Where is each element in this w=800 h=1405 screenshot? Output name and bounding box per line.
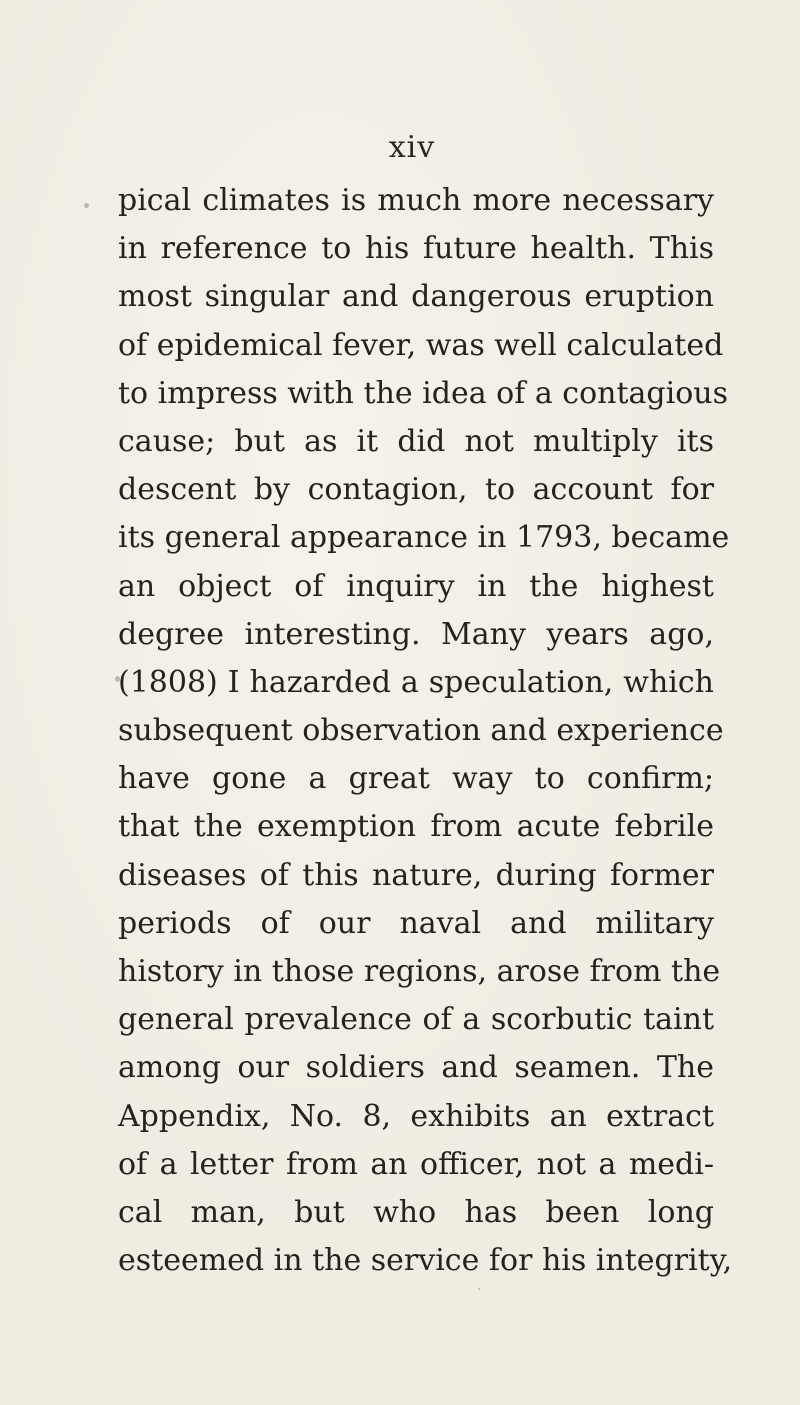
page-number: xiv [388,130,436,165]
paper-speck [478,1288,480,1290]
text-line-5: to impress with the idea of a contagious [118,375,728,411]
text-line-18: general prevalence of a scorbutic taint [118,1002,714,1038]
text-line-17: history in those regions, arose from the [118,954,721,989]
text-line-16: periods of our naval and military [118,905,714,941]
text-line-15: diseases of this nature, during former [118,857,714,893]
text-line-20: Appendix, No. 8, exhibits an extract [118,1098,714,1134]
text-line-19: among our soldiers and seamen. The [118,1050,714,1086]
text-line-2: in reference to his future health. This [118,231,714,267]
paper-speck [115,676,120,682]
text-line-14: that the exemption from acute febrile [118,809,714,845]
text-line-9: an object of inquiry in the highest [118,568,714,604]
text-line-11: (1808) I hazarded a speculation, which [118,664,714,700]
text-line-12: subsequent observation and experience [118,713,724,749]
text-line-13: have gone a great way to confirm; [118,761,714,797]
body-text [118,177,733,1285]
paper-speck [84,203,89,208]
text-line-8: its general appearance in 1793, became [118,520,730,556]
text-line-6: cause; but as it did not multiply its [118,423,714,459]
text-line-22: cal man, but who has been long [118,1194,714,1230]
text-line-3: most singular and dangerous eruption [118,279,714,315]
text-line-4: of epidemical fever, was well calculated [118,327,724,363]
text-line-23: esteemed in the service for his integrity, [118,1243,733,1279]
text-line-7: descent by contagion, to account for [118,472,714,508]
text-line-10: degree interesting. Many years ago, [118,616,714,652]
text-line-21: of a letter from an officer, not a medi- [118,1146,714,1182]
text-line-1: pical climates is much more necessary [118,183,714,218]
